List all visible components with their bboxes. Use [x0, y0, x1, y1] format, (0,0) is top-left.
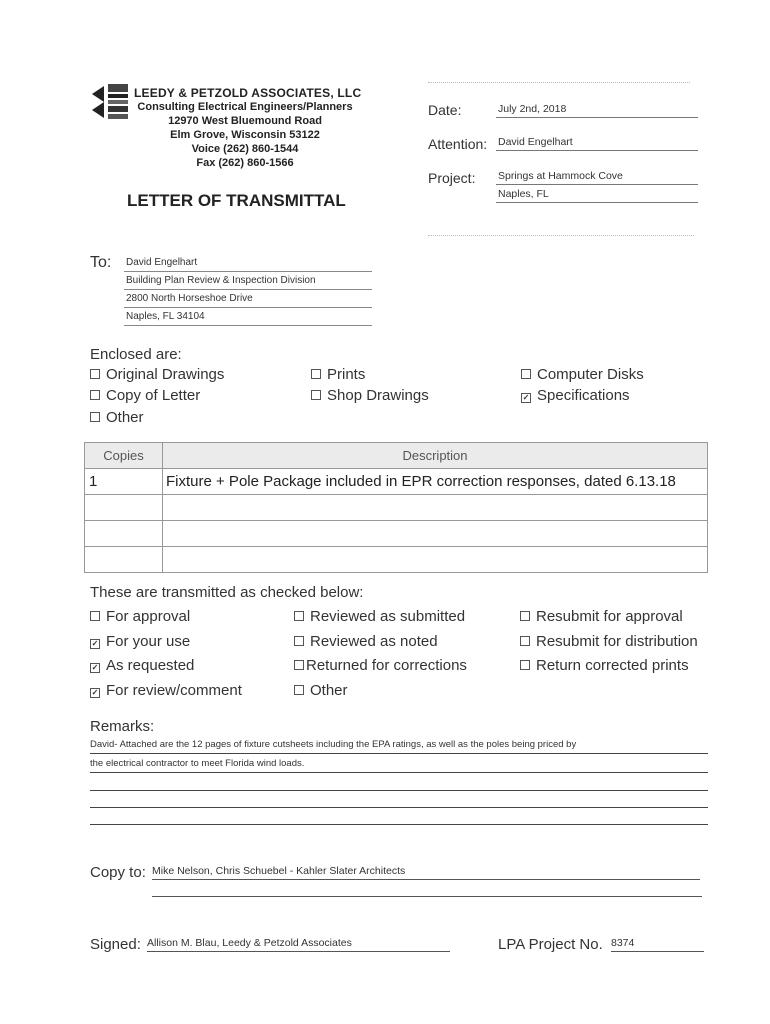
checkbox-icon[interactable] [520, 660, 530, 670]
enclosed-original-drawings[interactable]: Original Drawings [90, 366, 224, 383]
company-phone: Voice (262) 860-1544 [191, 143, 299, 155]
checkbox-icon[interactable] [90, 369, 100, 379]
remarks-line[interactable] [90, 808, 708, 825]
table-row [85, 495, 708, 521]
transmit-other[interactable]: Other [294, 682, 348, 699]
enclosed-specifications[interactable]: ✓ Specifications [522, 387, 630, 404]
checkbox-icon[interactable] [520, 636, 530, 646]
copies-cell[interactable]: 1 [85, 469, 163, 495]
company-city: Elm Grove, Wisconsin 53122 [170, 129, 320, 141]
enclosed-prints[interactable]: Prints [311, 366, 365, 383]
checkbox-icon[interactable] [90, 412, 100, 422]
enclosed-title: Enclosed are: [90, 346, 182, 363]
copy-to-label: Copy to: [90, 864, 146, 881]
transmit-reviewed-as-submitted[interactable]: Reviewed as submitted [294, 608, 465, 625]
attention-label: Attention: [428, 136, 488, 152]
date-field[interactable]: July 2nd, 2018 [496, 102, 698, 118]
attention-field[interactable]: David Engelhart [496, 135, 698, 151]
signed-label: Signed: [90, 936, 141, 953]
copy-to-field[interactable]: Mike Nelson, Chris Schuebel - Kahler Slater Architects [152, 864, 700, 880]
to-name-field[interactable]: David Engelhart [124, 255, 372, 272]
checkbox-icon[interactable] [294, 660, 304, 670]
copies-cell[interactable] [85, 547, 163, 573]
copies-table [84, 442, 708, 573]
checkbox-icon[interactable] [311, 369, 321, 379]
transmit-return-corrected-prints[interactable]: Return corrected prints [520, 657, 689, 674]
company-name: LEEDY & PETZOLD ASSOCIATES, LLC [134, 86, 362, 100]
transmit-resubmit-for-distribution[interactable]: Resubmit for distribution [520, 633, 698, 650]
to-street-field[interactable]: 2800 North Horseshoe Drive [124, 291, 372, 308]
lpa-project-field[interactable]: 8374 [611, 936, 704, 952]
transmit-for-approval[interactable]: For approval [90, 608, 190, 625]
transmit-for-review-comment[interactable]: ✓ For review/comment [91, 682, 242, 699]
copies-header: Copies [85, 443, 163, 469]
description-header: Description [163, 443, 708, 469]
checkbox-icon[interactable] [294, 685, 304, 695]
transmit-returned-for-corrections[interactable]: Returned for corrections [294, 657, 467, 674]
enclosed-shop-drawings[interactable]: Shop Drawings [311, 387, 429, 404]
remarks-line[interactable] [90, 791, 708, 808]
copies-cell[interactable] [85, 521, 163, 547]
transmit-as-requested[interactable]: ✓ As requested [91, 657, 195, 674]
transmit-resubmit-for-approval[interactable]: Resubmit for approval [520, 608, 683, 625]
checkbox-icon[interactable] [90, 390, 100, 400]
description-cell[interactable] [163, 547, 708, 573]
remarks-line[interactable]: David- Attached are the 12 pages of fixture cutsheets including the EPA ratings, as well as the poles being priced by [90, 737, 708, 754]
copies-cell[interactable] [85, 495, 163, 521]
header-divider-bottom [428, 235, 694, 236]
checkbox-icon[interactable]: ✓ [91, 639, 99, 648]
remarks-title: Remarks: [90, 718, 155, 735]
checkbox-icon[interactable]: ✓ [91, 688, 99, 697]
to-label: To: [90, 254, 112, 271]
transmitted-title: These are transmitted as checked below: [90, 584, 364, 601]
project-field-line1[interactable]: Springs at Hammock Cove [496, 169, 698, 185]
remarks-line[interactable] [90, 774, 708, 791]
remarks-line[interactable]: the electrical contractor to meet Florida wind loads. [90, 756, 708, 773]
checkbox-icon[interactable]: ✓ [522, 393, 530, 402]
lpa-project-label: LPA Project No. [498, 936, 603, 953]
enclosed-copy-of-letter[interactable]: Copy of Letter [90, 387, 200, 404]
to-city-field[interactable]: Naples, FL 34104 [124, 309, 372, 326]
date-label: Date: [428, 102, 462, 118]
header-divider-top [428, 82, 690, 83]
table-header-row [85, 443, 708, 469]
copy-to-second-line[interactable] [152, 896, 702, 897]
checkbox-icon[interactable] [294, 611, 304, 621]
description-cell[interactable] [163, 495, 708, 521]
enclosed-computer-disks[interactable]: Computer Disks [521, 366, 644, 383]
checkbox-icon[interactable] [311, 390, 321, 400]
table-row [85, 521, 708, 547]
table-row [85, 547, 708, 573]
transmit-for-your-use[interactable]: ✓ For your use [91, 633, 191, 650]
checkbox-icon[interactable] [521, 369, 531, 379]
description-cell[interactable] [163, 521, 708, 547]
description-cell[interactable]: Fixture + Pole Package included in EPR correction responses, dated 6.13.18 [163, 469, 708, 495]
signed-field[interactable]: Allison M. Blau, Leedy & Petzold Associates [147, 936, 450, 952]
checkbox-icon[interactable]: ✓ [91, 663, 99, 672]
enclosed-other[interactable]: Other [90, 409, 144, 426]
project-field-line2[interactable]: Naples, FL [496, 187, 698, 203]
document-title: LETTER OF TRANSMITTAL [127, 191, 346, 210]
checkbox-icon[interactable] [90, 611, 100, 621]
company-fax: Fax (262) 860-1566 [196, 157, 294, 169]
checkbox-icon[interactable] [294, 636, 304, 646]
company-street: 12970 West Bluemound Road [168, 115, 322, 127]
project-label: Project: [428, 170, 476, 186]
to-dept-field[interactable]: Building Plan Review & Inspection Division [124, 273, 372, 290]
table-row [85, 469, 708, 495]
checkbox-icon[interactable] [520, 611, 530, 621]
transmit-reviewed-as-noted[interactable]: Reviewed as noted [294, 633, 438, 650]
company-tagline: Consulting Electrical Engineers/Planners [137, 101, 353, 113]
